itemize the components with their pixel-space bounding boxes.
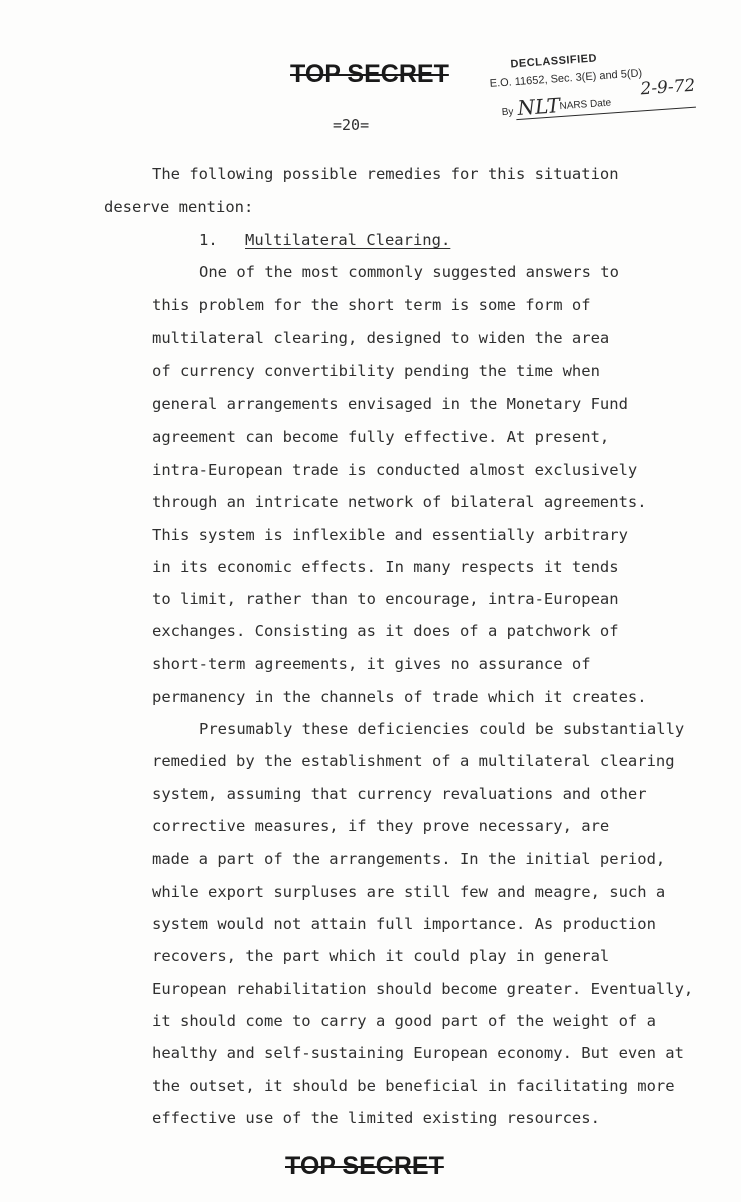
body-line: One of the most commonly suggested answers to xyxy=(199,263,619,281)
body-line: of currency convertibility pending the time when xyxy=(152,362,600,380)
classification-footer: TOP SECRET xyxy=(285,1152,444,1180)
classification-header: TOP SECRET xyxy=(290,60,449,88)
body-line: exchanges. Consisting as it does of a patchwork of xyxy=(152,622,619,640)
stamp-nars-date-label: NARS Date xyxy=(559,97,612,113)
body-line: to limit, rather than to encourage, intra-European xyxy=(152,590,619,608)
body-line: multilateral clearing, designed to widen the area xyxy=(152,329,610,347)
body-line: deserve mention: xyxy=(104,198,254,216)
body-line: corrective measures, if they prove necessary, are xyxy=(152,817,610,835)
body-line: this problem for the short term is some form of xyxy=(152,296,591,314)
body-line: remedied by the establishment of a multilateral clearing xyxy=(152,752,675,770)
body-line: recovers, the part which it could play in general xyxy=(152,947,610,965)
body-line: This system is inflexible and essentially arbitrary xyxy=(152,526,628,544)
body-line: agreement can become fully effective. At present, xyxy=(152,428,610,446)
body-line: The following possible remedies for this situation xyxy=(152,165,619,183)
section-heading xyxy=(199,230,499,252)
stamp-by-label: By xyxy=(501,106,514,119)
body-line: system would not attain full importance. As production xyxy=(152,915,656,933)
body-line: general arrangements envisaged in the Monetary Fund xyxy=(152,395,628,413)
stamp-authority: E.O. 11652, Sec. 3(E) and 5(D) xyxy=(489,67,643,90)
section-number: 1. xyxy=(199,231,218,249)
stamp-declassified-label: DECLASSIFIED xyxy=(510,52,598,71)
body-line: European rehabilitation should become greater. Eventually, xyxy=(152,980,694,998)
body-line: permanency in the channels of trade which it creates. xyxy=(152,688,647,706)
body-line: it should come to carry a good part of the weight of a xyxy=(152,1012,656,1030)
declassification-stamp xyxy=(488,43,708,140)
body-line: the outset, it should be beneficial in facilitating more xyxy=(152,1077,675,1095)
body-line: Presumably these deficiencies could be substantially xyxy=(199,720,685,738)
body-line: system, assuming that currency revaluations and other xyxy=(152,785,647,803)
body-line: effective use of the limited existing resources. xyxy=(152,1109,600,1127)
section-title: Multilateral Clearing. xyxy=(245,231,451,249)
stamp-signature: NLT xyxy=(516,93,561,121)
body-line: in its economic effects. In many respects it tends xyxy=(152,558,619,576)
body-line: through an intricate network of bilateral agreements. xyxy=(152,493,647,511)
body-line: while export surpluses are still few and meagre, such a xyxy=(152,883,666,901)
body-line: made a part of the arrangements. In the initial period, xyxy=(152,850,666,868)
page-number: =20= xyxy=(333,116,370,134)
body-line: intra-European trade is conducted almost exclusively xyxy=(152,461,638,479)
body-line: healthy and self-sustaining European economy. But even at xyxy=(152,1044,684,1062)
body-line: short-term agreements, it gives no assurance of xyxy=(152,655,591,673)
stamp-date: 2-9-72 xyxy=(639,75,696,100)
